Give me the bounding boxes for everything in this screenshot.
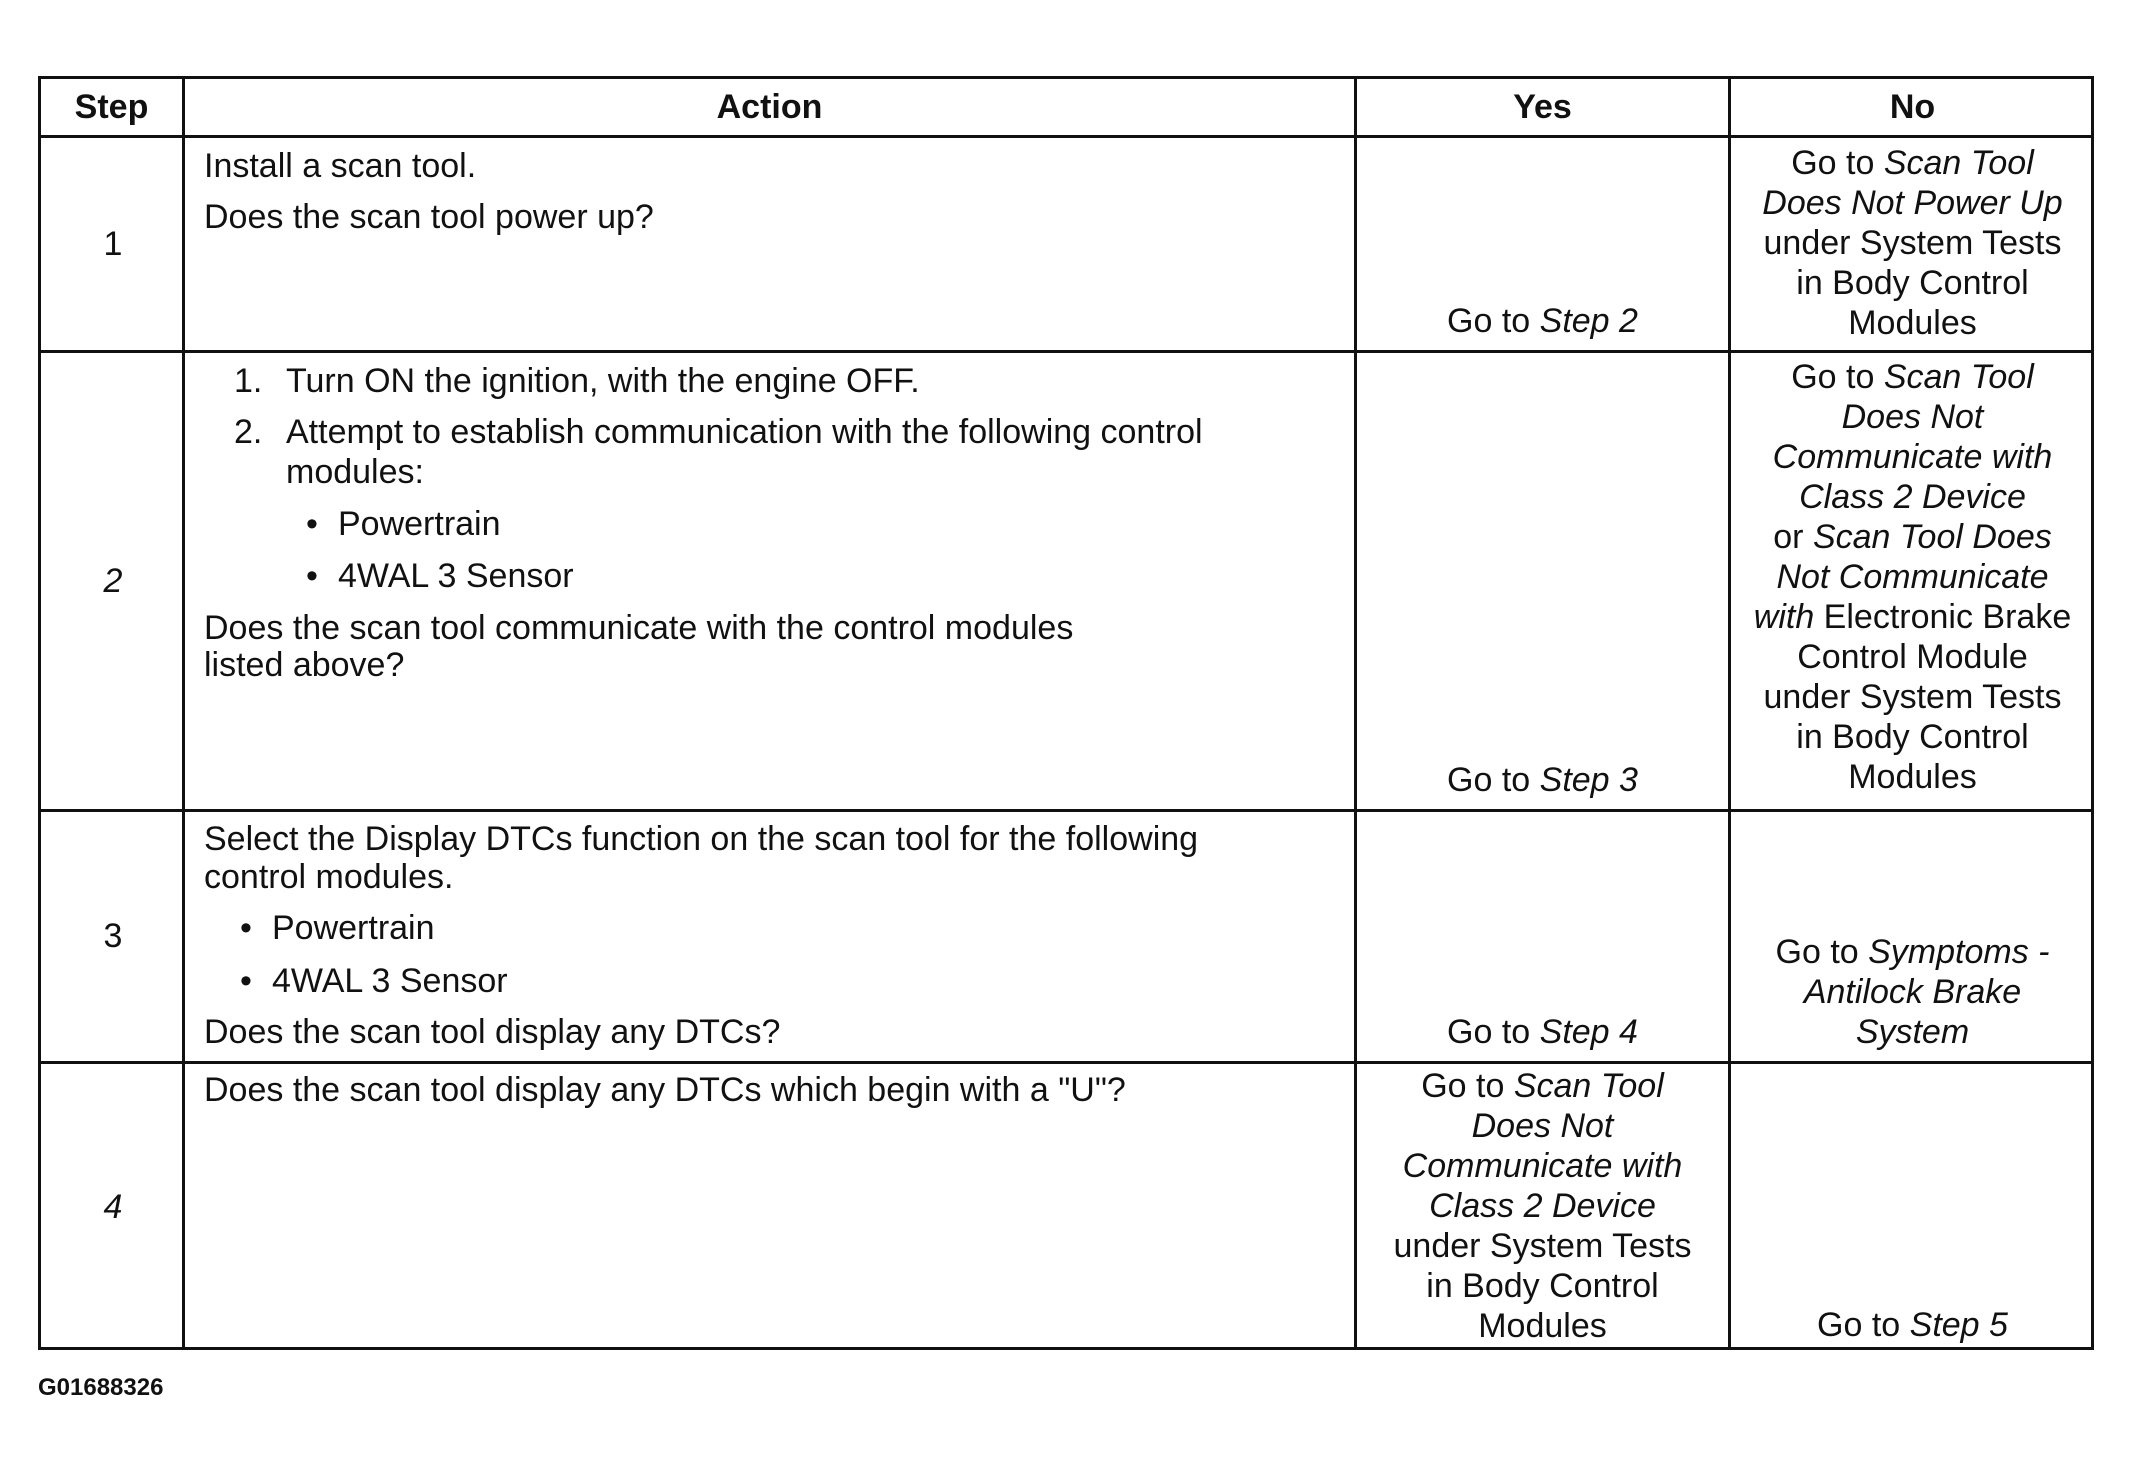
header-yes: Yes [1513, 87, 1572, 126]
action-text: Install a scan tool. [204, 147, 477, 185]
action-question: Does the scan tool display any DTCs? [204, 1013, 781, 1051]
action-text-cont: control modules. [204, 858, 454, 896]
no-result-1: Go to Scan Tool Does Not Power Up under System Tests in Body Control Modules [1762, 144, 2063, 342]
bullet: • [240, 962, 252, 1000]
step-number-3: 3 [103, 917, 123, 955]
yes-result-2: Go to Step 3 [1447, 761, 1638, 799]
no-result-4: Go to Step 5 [1817, 1306, 2008, 1344]
list-number: 2. [234, 413, 263, 451]
yes-result-4: Go to Scan Tool Does Not Communicate with Class 2 Device under System Tests in Body Control Modules [1393, 1067, 1692, 1345]
step-number-1: 1 [103, 224, 123, 263]
list-item: 4WAL 3 Sensor [272, 962, 508, 1000]
diagnostic-table [38, 76, 2094, 1350]
header-step: Step [74, 87, 149, 126]
bullet: • [240, 909, 252, 947]
yes-result-1: Go to Step 2 [1447, 302, 1638, 340]
header-action: Action [716, 87, 823, 126]
action-question: Does the scan tool power up? [204, 198, 654, 236]
list-item: Powertrain [272, 909, 435, 947]
action-question: Does the scan tool display any DTCs which begin with a "U"? [204, 1071, 1126, 1109]
step-number-4: 4 [103, 1187, 123, 1226]
no-result-3: Go to Symptoms - Antilock Brake System [1775, 933, 2050, 1051]
step-number-2: 2 [103, 561, 123, 600]
action-question-cont: listed above? [204, 646, 405, 684]
action-step: Attempt to establish communication with the following control [286, 413, 1203, 451]
bullet: • [306, 557, 318, 595]
action-step: Turn ON the ignition, with the engine OFF. [286, 362, 920, 400]
no-result-2: Go to Scan Tool Does Not Communicate with Class 2 Device or Scan Tool Does Not Communicate with Electronic Brake Control Module under System Tests in Body Control Modules [1753, 358, 2072, 796]
action-question: Does the scan tool communicate with the control modules [204, 609, 1074, 647]
list-item: 4WAL 3 Sensor [338, 557, 574, 595]
row-divider-1 [41, 350, 2091, 353]
action-step-cont: modules: [286, 453, 424, 491]
row-divider-header [41, 135, 2091, 138]
row-divider-3 [41, 1061, 2091, 1064]
list-item: Powertrain [338, 505, 501, 543]
bullet: • [306, 505, 318, 543]
row-divider-2 [41, 809, 2091, 812]
figure-code: G01688326 [38, 1374, 164, 1401]
action-text: Select the Display DTCs function on the scan tool for the following [204, 820, 1199, 858]
header-no: No [1889, 87, 1936, 126]
list-number: 1. [234, 362, 263, 400]
yes-result-3: Go to Step 4 [1447, 1013, 1638, 1051]
